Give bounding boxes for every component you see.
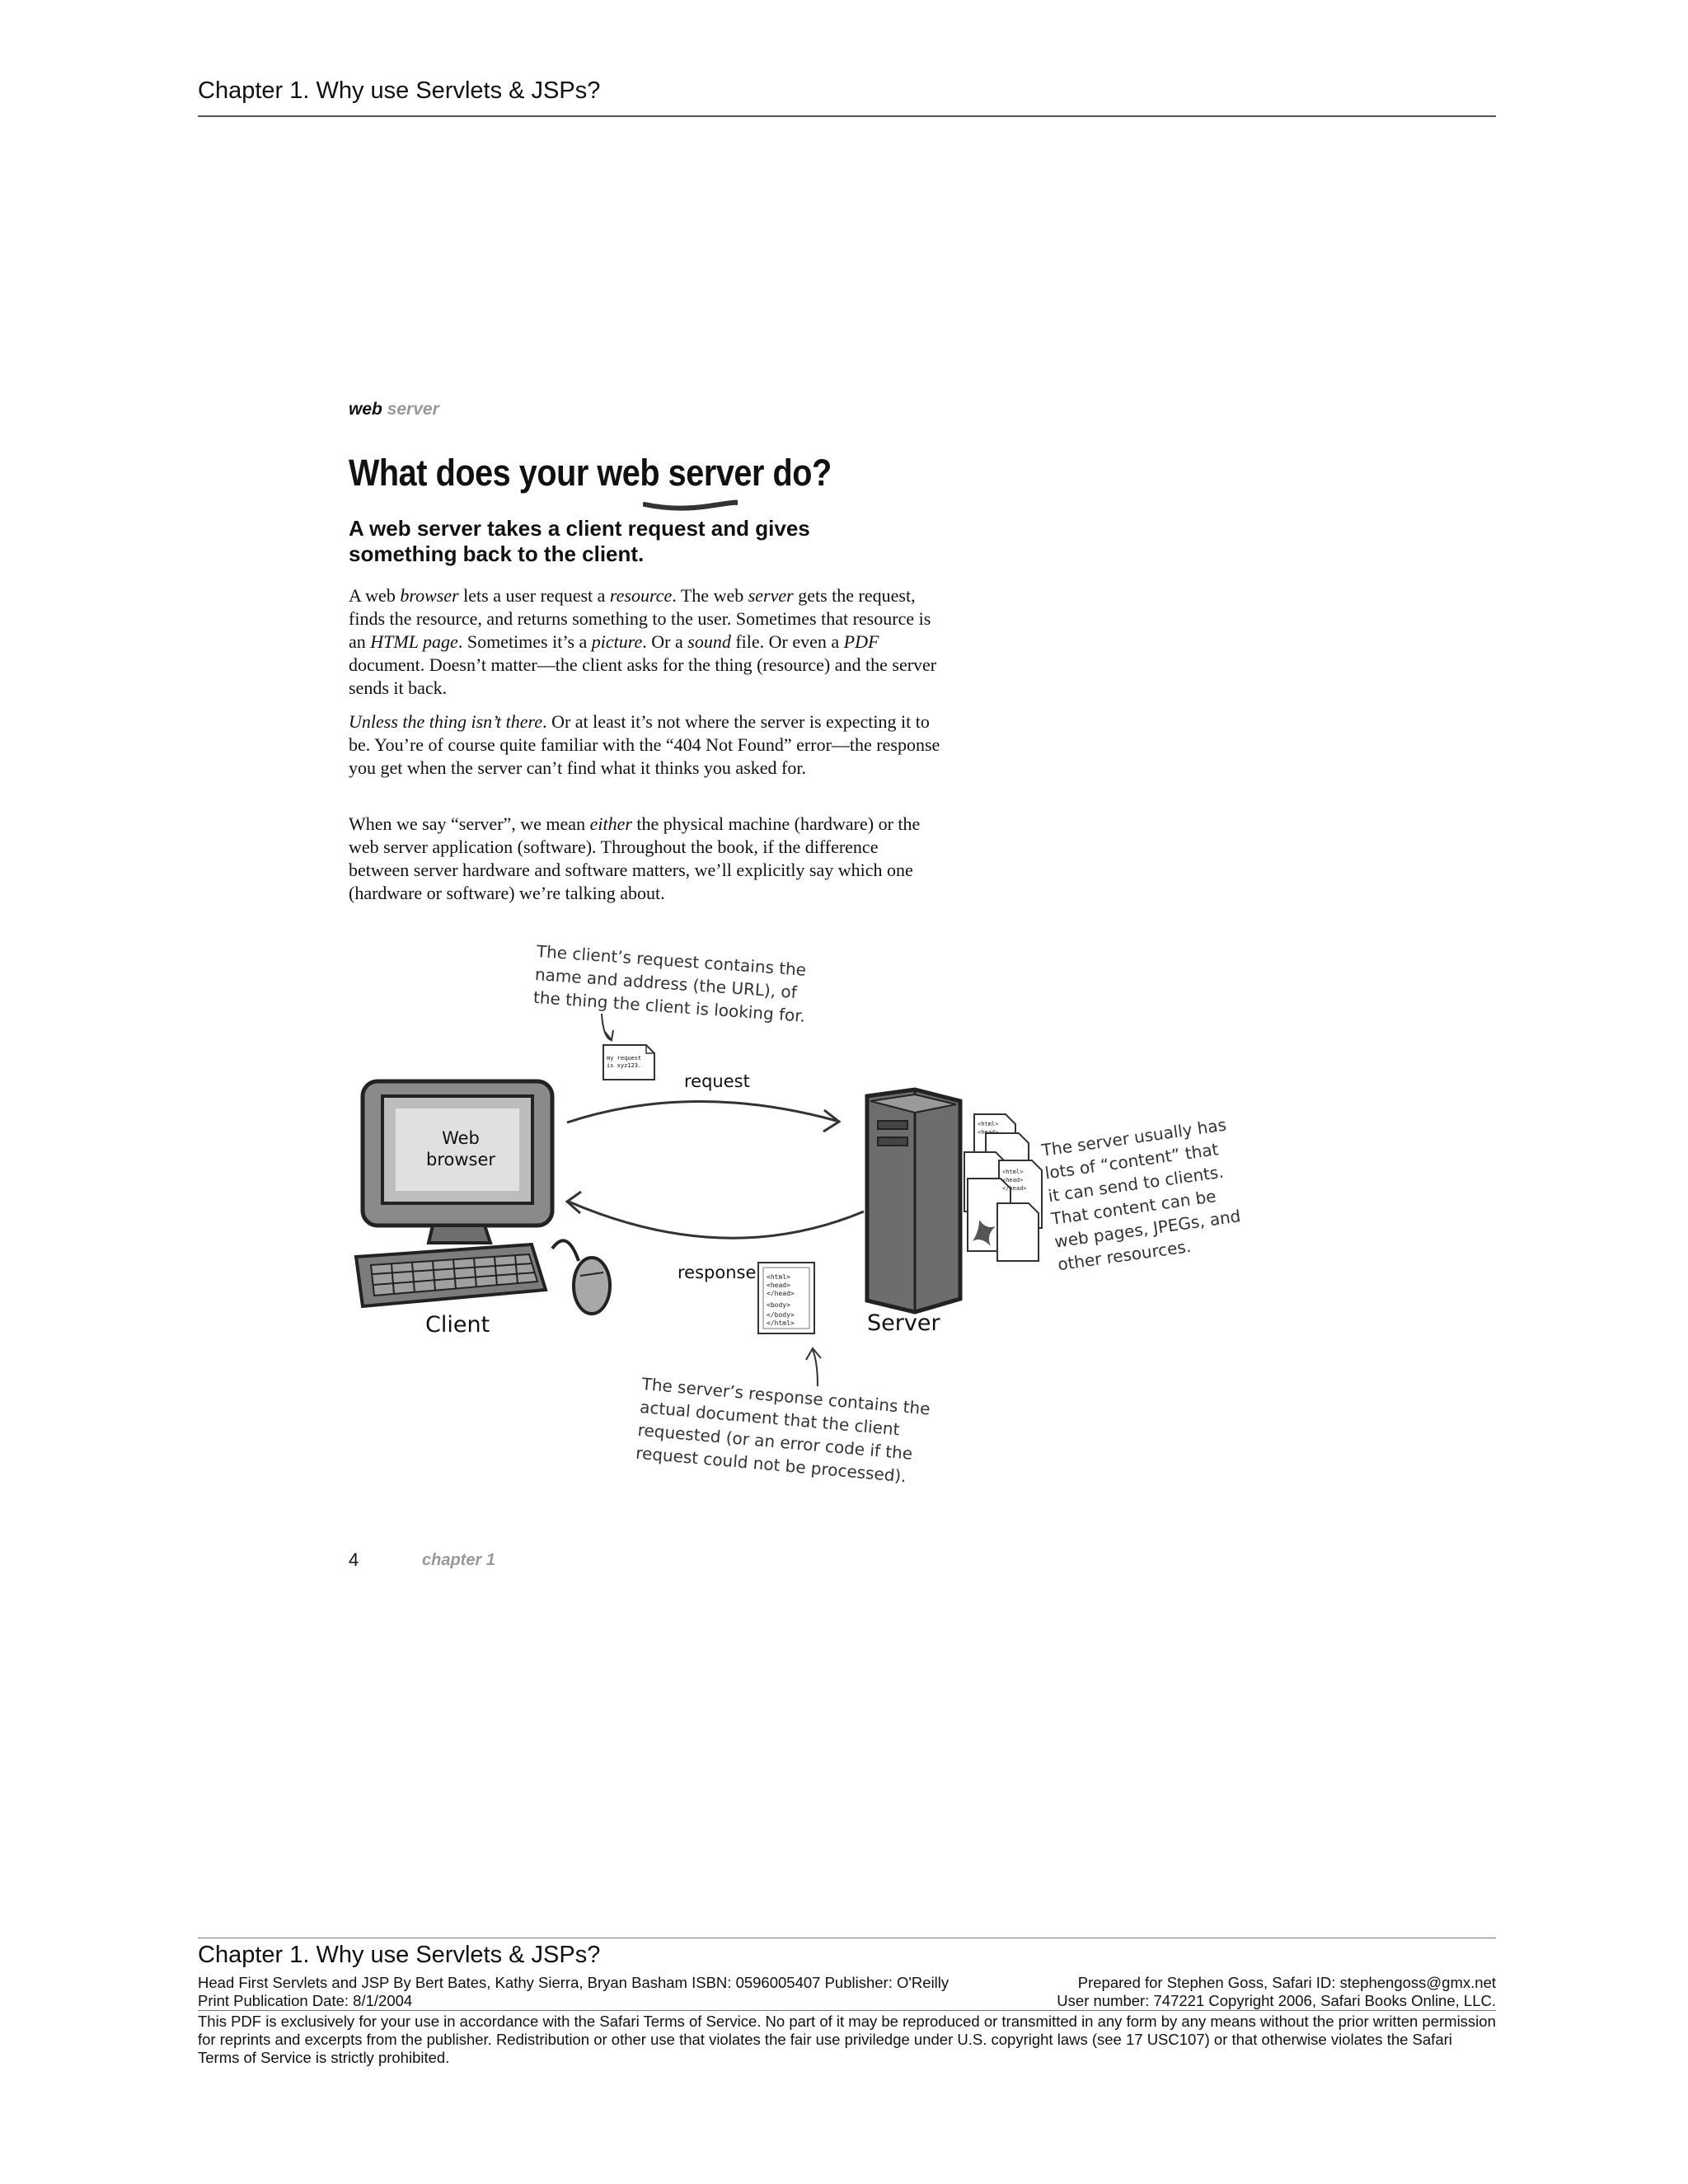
book-info: Head First Servlets and JSP By Bert Bates, Kathy Sierra, Bryan Basham ISBN: 0596005407 Publisher: O'Reilly [198, 1974, 950, 1991]
response-note-arrow [813, 1350, 818, 1386]
request-doc-text: my request is xyz123. [607, 1055, 642, 1069]
response-doc-line-2: <head> [767, 1282, 790, 1289]
section-tag-web: web [349, 400, 382, 419]
content-doc-line-3: <html> [1002, 1169, 1024, 1175]
heading-underline-stroke [643, 499, 738, 511]
response-doc-line-5: </body> [767, 1311, 795, 1319]
content-note: The server usually has lots of “content” that it can send to clients. That content can be web pages, JPEGs, and other resources. [1040, 1114, 1242, 1275]
prepared-for: Prepared for Stephen Goss, Safari ID: stephengoss@gmx.net [1077, 1974, 1496, 1991]
heading-post: do? [763, 452, 832, 494]
publication-line [198, 1992, 1496, 2010]
response-document-icon [758, 1263, 814, 1333]
user-info: User number: 747221 Copyright 2006, Safari Books Online, LLC. [1057, 1992, 1496, 2009]
bottom-chapter-title: Chapter 1. Why use Servlets & JSPs? [198, 1942, 601, 1968]
client-label: Client [425, 1312, 490, 1338]
pub-date: Print Publication Date: 8/1/2004 [198, 1992, 413, 2009]
section-tag-server: server [387, 400, 439, 419]
heading-emph: server [668, 452, 764, 494]
request-note-arrow [602, 1014, 612, 1040]
screen-label: Web browser [425, 1128, 496, 1169]
response-label: response [678, 1263, 757, 1282]
server-meaning-paragraph: When we say “server”, we mean either the physical machine (hardware) or the web server application (software). Throughout the book, if the difference between server hardware and software matters, we’ll explicitly say which one (hardware or software) we’re talking about. [349, 813, 921, 903]
intro-paragraph: A web browser lets a user request a resource. The web server gets the request, finds the resource, and returns something to the user. Sometimes that resource is an HTML page. Sometimes it’s a picture. Or a sound file. Or even a PDF document. Doesn’t matter—the client asks for the thing (resource) and the server sends it back. [349, 585, 937, 698]
section-tag [349, 400, 439, 419]
footer-chapter-label: chapter 1 [422, 1551, 495, 1569]
heading-pre: What does your web [349, 452, 668, 494]
client-server-diagram [346, 940, 1261, 1500]
header-divider [198, 115, 1496, 117]
content-doc-line-5: </head> [1002, 1185, 1027, 1192]
response-arrow [569, 1202, 864, 1238]
mouse-icon [552, 1240, 610, 1314]
content-doc-line-2: <head> [978, 1129, 999, 1136]
request-arrow [567, 1101, 837, 1122]
response-doc-line-1: <html> [767, 1273, 790, 1281]
server-content-documents [964, 1114, 1042, 1261]
content-doc-line-4: <head> [1002, 1177, 1024, 1183]
server-label: Server [867, 1310, 940, 1336]
content-doc-line-1: <html> [978, 1121, 999, 1127]
page-number: 4 [349, 1549, 359, 1570]
page-header: Chapter 1. Why use Servlets & JSPs? [198, 77, 601, 104]
response-doc-line-6: </html> [767, 1319, 795, 1327]
response-note: The server’s response contains the actual document that the client requested (or an error code if the request could not be processed). [635, 1373, 931, 1487]
response-doc-line-3: </head> [767, 1290, 795, 1297]
book-info-line [198, 1974, 1496, 1992]
bottom-divider [198, 2010, 1496, 2011]
request-note: The client’s request contains the name and address (the URL), of the thing the client is looking for. [532, 940, 807, 1026]
not-found-paragraph: Unless the thing isn’t there. Or at least it’s not where the server is expecting it to be. You’re of course quite familiar with the “404 Not Found” error—the response you get when the server can’t find what it thinks you asked for. [349, 711, 940, 778]
keyboard-icon [356, 1244, 546, 1306]
server-tower-icon [867, 1090, 960, 1312]
subheading: A web server takes a client request and gives something back to the client. [349, 516, 810, 566]
terms-notice: This PDF is exclusively for your use in accordance with the Safari Terms of Service. No part of it may be reproduced or transmitted in any form by any means without the prior written permission for reprints and excerpts from the publisher. Redistribution or other use that violates the fair use priviledge under U.S. copyright laws (see 17 USC107) or that otherwise violates the Safari Terms of Service is strictly prohibited. [198, 2013, 1496, 2066]
response-doc-line-4: <body> [767, 1301, 790, 1309]
request-label: request [684, 1071, 750, 1091]
main-heading [349, 452, 832, 494]
